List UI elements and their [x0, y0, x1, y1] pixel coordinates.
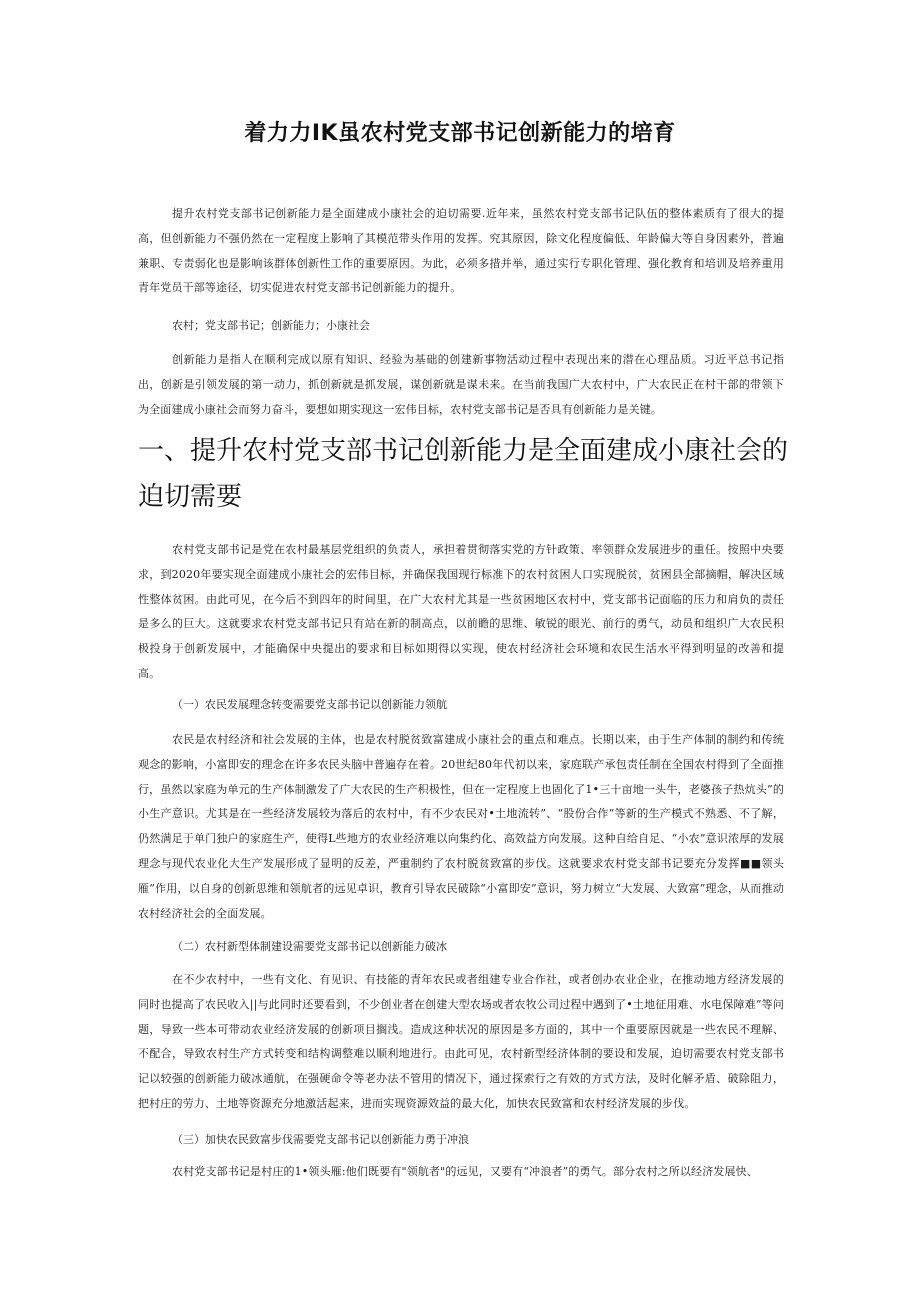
subsection-3-paragraph: 农村党支部书记是村庄的1•领头雁:他们既要有"领航者"的远见，又要有“冲浪者”的勇气。部分农村之所以经济发展快、 — [172, 1165, 758, 1178]
subsection-1-paragraph: 农民是农村经济和社会发展的主体，也是农村脱贫致富建成小康社会的重点和难点。长期以来，由于生产体制的制约和传统观念的影响，小富即安的理念在许多农民头脑中普遍存在着。20世纪80年代初以来，家庭联产承包责任制在全国农村得到了全面推行，虽然以家庭为单元的生产体制激发了广大农民的生产积极性，但在一定程度上也固化了1•三十亩地一头牛，老婆孩子热炕头”的小生产意识。尤其是在一些经济发展较为落后的农村中，有不少农民对•土地流转”、“股份合作”等新的生产模式不熟悉、不了解，仍然满足于单门独户的家庭生产，使得L些地方的农业经济难以向集约化、高效益方向发展。这种自给自足、“小农”意识浓厚的发展理念与现代农业化大生产发展形成了显明的反差，严重制约了农村脱贫致富的步伐。这就要求农村党支部书记要充分发挥■■领头雁”作用，以自身的创新思维和领航者的远见卓识，教育引导农民破除“小富即安”意识，努力树立“大发展、大致富”理念，从而推动农村经济社会的全面发展。 — [138, 733, 784, 920]
intro-paragraph: 创新能力是指人在顺利完成以原有知识、经验为基础的创建新事物活动过程中表现出来的潜在心理品质。习近平总书记指出，创新是引领发展的第一动力，抓创新就是抓发展，谋创新就是谋未来。在当前我国广大农村中，广大农民正在村干部的带领下为全面建成小康社会而努力奋斗，要想如期实现这一宏伟目标，农村党支部书记是否具有创新能力是关键。 — [138, 353, 784, 416]
abstract-paragraph: 提升农村党支部书记创新能力是全面建成小康社会的迫切需要.近年来，虽然农村党支部书记队伍的整体素质有了很大的提高，但创新能力不强仍然在一定程度上影响了其模范带头作用的发挥。究其原因，除文化程度偏低、年龄偏大等自身因素外，普遍兼职、专责弱化也是影响该群体创新性工作的重要原因。为此，必须多措并举，通过实行专职化管理、强化教育和培训及培养重用青年党员干部等途径，切实促进农村党支部书记创新能力的提升。 — [138, 207, 784, 295]
section-1-paragraph: 农村党支部书记是党在农村最基层党组织的负责人，承担着贯彻落实党的方针政策、率领群众发展进步的重任。按照中央要求，到2020年要实现全面建成小康社会的宏伟目标，并确保我国现行标准下的农村贫困人口实现脱贫，贫困县全部摘帽，解决区域性整体贫困。由此可见，在今后不到四年的时间里，在广大农村尤其是一些贫困地区农村中，党支部书记面临的压力和肩负的责任是多么的巨大。这就要求农村党支部书记只有站在新的制高点，以前瞻的思维、敏锐的眼光、前行的勇气，动员和组织广大农民积极投身于创新发展中，才能确保中央提出的要求和目标如期得以实现，使农村经济社会环境和农民生活水平得到明显的改善和提高。 — [138, 543, 784, 680]
subsection-3-heading: （三）加快农民致富步伐需要党支部书记以创新能力勇于冲浪 — [172, 1133, 469, 1146]
subsection-1-heading: （一）农民发展理念转变需要党支部书记以创新能力领航 — [172, 698, 447, 711]
keywords-line: 农村；党支部书记；创新能力；小康社会 — [172, 319, 370, 332]
subsection-2-heading: （二）农村新型体制建设需要党支部书记以创新能力破冰 — [172, 940, 447, 953]
section-1-heading: 一、提升农村党支部书记创新能力是全面建成小康社会的迫切需要 — [138, 436, 789, 512]
document-title: 着力力IK虽农村党支部书记创新能力的培育 — [244, 121, 676, 146]
subsection-2-paragraph: 在不少农村中，一些有文化、有见识、有技能的青年农民或者组建专业合作社，或者创办农业企业，在推动地方经济发展的同时也提高了农民收入||与此同时还要看到，不少创业者在创建大型农场或者农牧公司过程中遇到了•土地征用难、水电保障难”等问题，导致一些本可带动农业经济发展的创新项目搁浅。造成这种状况的原因是多方面的，其中一个重要原因就是一些农民不理解、不配合，导致农村生产方式转变和结构调整难以顺利地进行。由此可见，农村新型经济体制的要设和发展，迫切需要农村党支部书记以较强的创新能力破冰通航，在强硬命令等老办法不管用的情况下，通过探索行之有效的方式方法，及时化解矛盾、破除阻力，把村庄的劳力、土地等资源充分地激活起来，进而实现资源效益的最大化，加快农民致富和农村经济发展的步伐。 — [138, 973, 784, 1110]
